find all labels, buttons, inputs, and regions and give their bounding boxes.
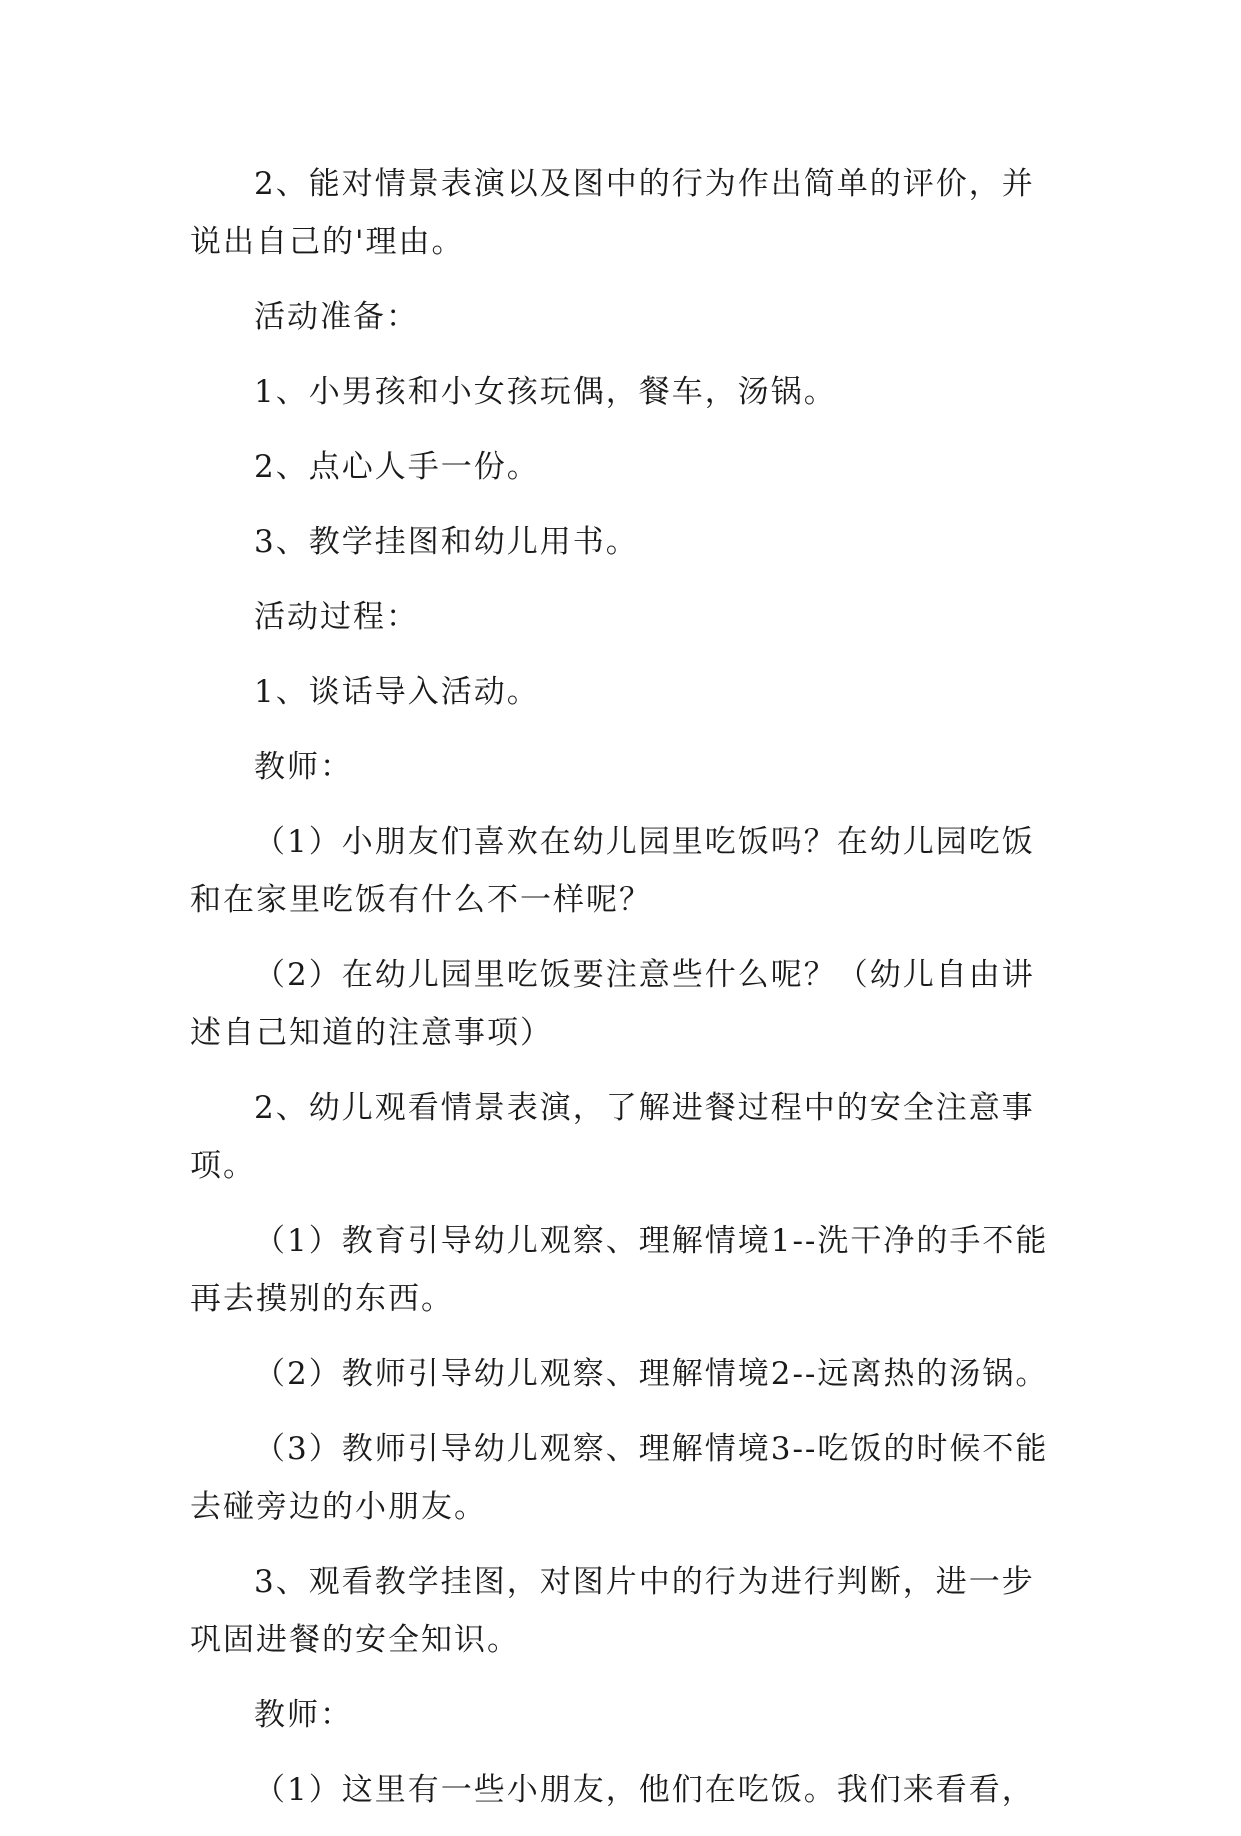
heading-activity-preparation: 活动准备： <box>254 299 419 335</box>
paragraph-teacher-label: 教师： <box>254 749 353 785</box>
paragraph-situation-2: （2）教师引导幼儿观察、理解情境2--远离热的汤锅。 <box>254 1356 1049 1392</box>
paragraph-situation-3: （3）教师引导幼儿观察、理解情境3--吃饭的时候不能去碰旁边的小朋友。 <box>190 1431 1049 1525</box>
document-body <box>190 155 1050 1836</box>
heading-activity-process: 活动过程： <box>254 599 419 635</box>
paragraph-question-1: （1）小朋友们喜欢在幼儿园里吃饭吗？在幼儿园吃饭和在家里吃饭有什么不一样呢？ <box>190 824 1035 918</box>
paragraph-goal-2: 2、能对情景表演以及图中的行为作出简单的评价，并说出自己的'理由。 <box>190 166 1035 260</box>
paragraph-process-3: 3、观看教学挂图，对图片中的行为进行判断，进一步巩固进餐的安全知识。 <box>190 1564 1035 1658</box>
paragraph-teacher-label-2: 教师： <box>254 1697 353 1733</box>
paragraph-situation-1: （1）教育引导幼儿观察、理解情境1--洗干净的手不能再去摸别的东西。 <box>190 1223 1049 1317</box>
paragraph-question-3: （1）这里有一些小朋友，他们在吃饭。我们来看看， <box>254 1772 1035 1808</box>
paragraph-prep-1: 1、小男孩和小女孩玩偶，餐车，汤锅。 <box>254 374 837 410</box>
paragraph-prep-3: 3、教学挂图和幼儿用书。 <box>254 524 639 560</box>
paragraph-prep-2: 2、点心人手一份。 <box>254 449 540 485</box>
paragraph-process-1: 1、谈话导入活动。 <box>254 674 540 710</box>
paragraph-process-2: 2、幼儿观看情景表演，了解进餐过程中的安全注意事项。 <box>190 1090 1035 1184</box>
paragraph-question-2: （2）在幼儿园里吃饭要注意些什么呢？（幼儿自由讲述自己知道的注意事项） <box>190 957 1035 1051</box>
